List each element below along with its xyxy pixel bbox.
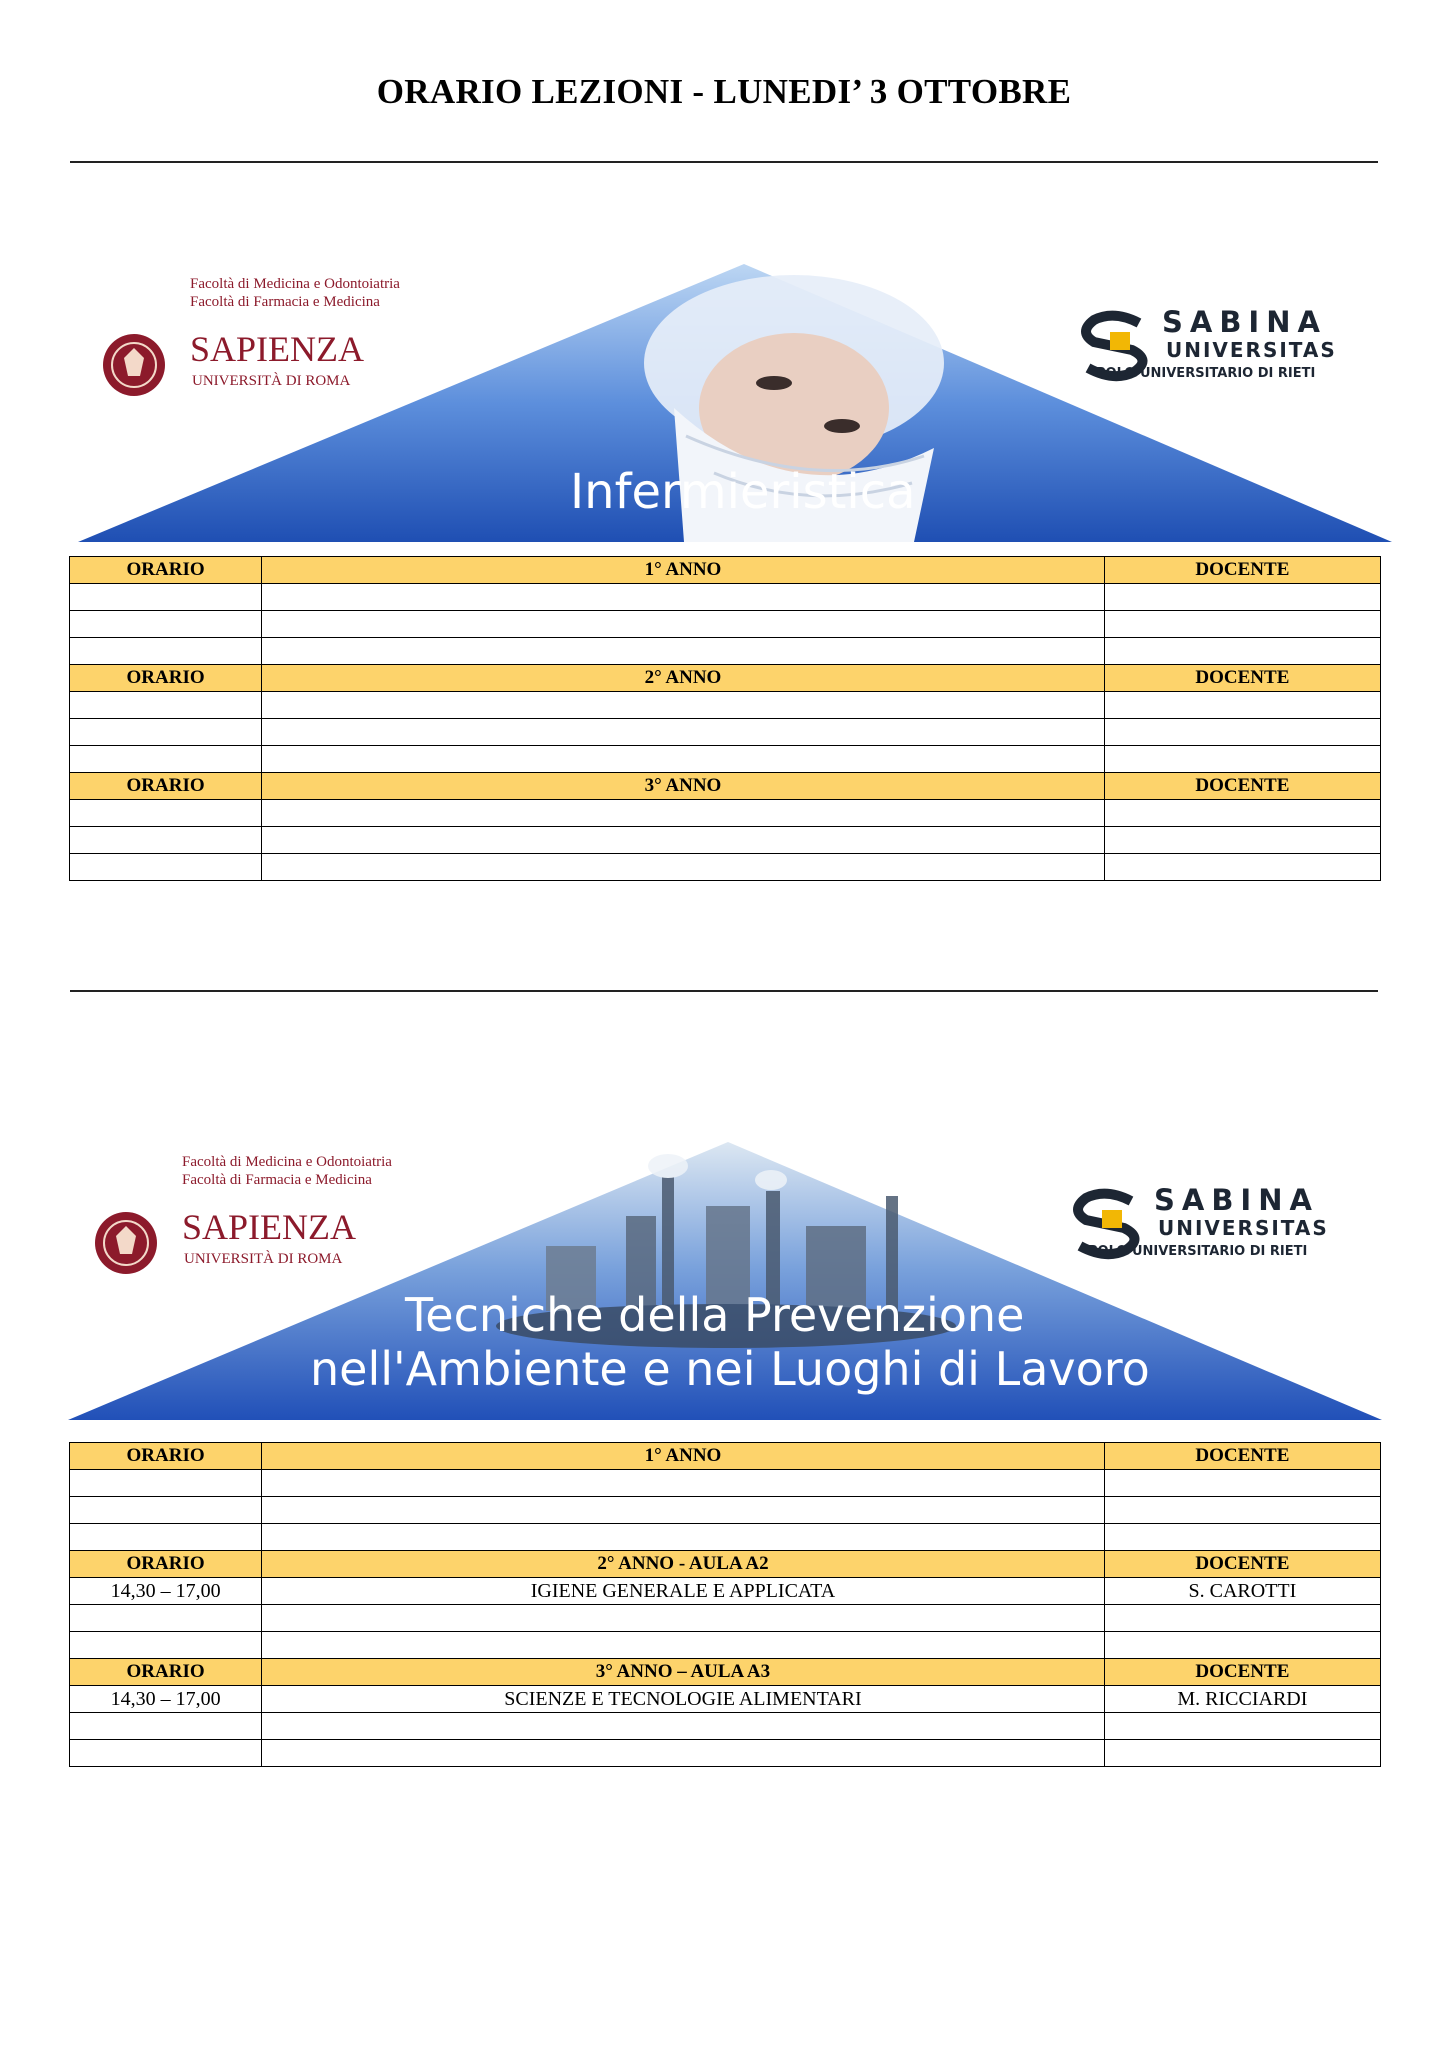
cell-time — [70, 746, 262, 773]
cell-teacher — [1104, 827, 1380, 854]
sabina-line-1: SABINA — [1162, 305, 1327, 339]
cell-time — [70, 1470, 262, 1497]
cell-subject — [262, 584, 1105, 611]
table-row — [70, 584, 1381, 611]
cell-time — [70, 1497, 262, 1524]
cell-subject — [262, 1605, 1105, 1632]
cell-time: 14,30 – 17,00 — [70, 1578, 262, 1605]
table-header-row — [70, 1443, 1381, 1470]
banner-tecniche-prevenzione — [66, 1136, 1386, 1420]
cell-teacher — [1104, 854, 1380, 881]
header-teacher: DOCENTE — [1104, 1443, 1380, 1470]
table-header-row — [70, 1551, 1381, 1578]
header-time: ORARIO — [70, 557, 262, 584]
cell-teacher — [1104, 1524, 1380, 1551]
sabina-subtitle: POLO UNIVERSITARIO DI RIETI — [1096, 366, 1316, 381]
banner-graphic — [74, 258, 1394, 542]
cell-subject — [262, 854, 1105, 881]
table-row — [70, 1713, 1381, 1740]
header-teacher: DOCENTE — [1104, 665, 1380, 692]
sabina-line-1: SABINA — [1154, 1183, 1319, 1217]
header-year: 3° ANNO – AULA A3 — [262, 1659, 1105, 1686]
table-row — [70, 1632, 1381, 1659]
table-row — [70, 1740, 1381, 1767]
table-row — [70, 1686, 1381, 1713]
cell-time — [70, 584, 262, 611]
cell-time — [70, 854, 262, 881]
cell-subject — [262, 1470, 1105, 1497]
cell-teacher — [1104, 584, 1380, 611]
table-header-row — [70, 773, 1381, 800]
header-year: 1° ANNO — [262, 1443, 1105, 1470]
table-row — [70, 1497, 1381, 1524]
table-row — [70, 638, 1381, 665]
cell-subject — [262, 1524, 1105, 1551]
table-row — [70, 1524, 1381, 1551]
schedule-table-infermieristica — [69, 556, 1381, 881]
cell-teacher — [1104, 692, 1380, 719]
table-row — [70, 1470, 1381, 1497]
cell-time — [70, 827, 262, 854]
top-divider — [70, 161, 1378, 163]
table-row — [70, 1605, 1381, 1632]
cell-teacher — [1104, 800, 1380, 827]
cell-teacher — [1104, 1740, 1380, 1767]
cell-time: 14,30 – 17,00 — [70, 1686, 262, 1713]
header-year: 1° ANNO — [262, 557, 1105, 584]
table-row — [70, 800, 1381, 827]
header-teacher: DOCENTE — [1104, 1659, 1380, 1686]
header-time: ORARIO — [70, 665, 262, 692]
cell-time — [70, 719, 262, 746]
sabina-line-2: UNIVERSITAS — [1166, 338, 1337, 362]
cell-subject — [262, 692, 1105, 719]
middle-divider — [70, 990, 1378, 992]
sabina-subtitle: POLO UNIVERSITARIO DI RIETI — [1088, 1244, 1308, 1259]
header-year: 2° ANNO — [262, 665, 1105, 692]
header-time: ORARIO — [70, 1443, 262, 1470]
cell-teacher: S. CAROTTI — [1104, 1578, 1380, 1605]
schedule-table-tecniche-prevenzione — [69, 1442, 1381, 1767]
cell-teacher — [1104, 1713, 1380, 1740]
cell-teacher — [1104, 719, 1380, 746]
faculty-line-1: Facoltà di Medicina e Odontoiatria — [190, 276, 400, 292]
cell-time — [70, 1632, 262, 1659]
header-teacher: DOCENTE — [1104, 557, 1380, 584]
cell-teacher: M. RICCIARDI — [1104, 1686, 1380, 1713]
banner-infermieristica — [74, 258, 1394, 542]
cell-subject — [262, 1740, 1105, 1767]
sapienza-logo — [103, 276, 400, 396]
table-header-row — [70, 557, 1381, 584]
sapienza-subtitle: UNIVERSITÀ DI ROMA — [192, 373, 351, 389]
banner-graphic — [66, 1136, 1386, 1420]
cell-teacher — [1104, 1497, 1380, 1524]
sabina-logo — [1086, 305, 1337, 381]
sapienza-subtitle: UNIVERSITÀ DI ROMA — [184, 1251, 343, 1267]
cell-subject — [262, 638, 1105, 665]
cell-subject — [262, 800, 1105, 827]
header-time: ORARIO — [70, 773, 262, 800]
sapienza-name: SAPIENZA — [182, 1207, 357, 1247]
book-icon — [1110, 332, 1130, 350]
header-teacher: DOCENTE — [1104, 1551, 1380, 1578]
cell-time — [70, 1713, 262, 1740]
cell-time — [70, 1524, 262, 1551]
header-year: 3° ANNO — [262, 773, 1105, 800]
cell-subject — [262, 1497, 1105, 1524]
cell-teacher — [1104, 638, 1380, 665]
table-row — [70, 692, 1381, 719]
table-row — [70, 746, 1381, 773]
cell-time — [70, 800, 262, 827]
cell-subject: SCIENZE E TECNOLOGIE ALIMENTARI — [262, 1686, 1105, 1713]
cell-time — [70, 692, 262, 719]
table-header-row — [70, 665, 1381, 692]
header-time: ORARIO — [70, 1659, 262, 1686]
cell-subject — [262, 827, 1105, 854]
cell-time — [70, 638, 262, 665]
banner-title-line-1: Tecniche della Prevenzione — [405, 1288, 1025, 1342]
faculty-line-1: Facoltà di Medicina e Odontoiatria — [182, 1154, 392, 1170]
table-row — [70, 719, 1381, 746]
banner-title-line-2: nell'Ambiente e nei Luoghi di Lavoro — [310, 1342, 1150, 1396]
sabina-logo — [1078, 1183, 1329, 1259]
book-icon — [1102, 1210, 1122, 1228]
table-row — [70, 827, 1381, 854]
header-teacher: DOCENTE — [1104, 773, 1380, 800]
cell-subject — [262, 719, 1105, 746]
faculty-line-2: Facoltà di Farmacia e Medicina — [190, 294, 380, 310]
cell-subject — [262, 746, 1105, 773]
banner-title: Infermieristica — [570, 464, 916, 520]
page-title: ORARIO LEZIONI - LUNEDI’ 3 OTTOBRE — [376, 72, 1072, 111]
cell-subject — [262, 611, 1105, 638]
cell-teacher — [1104, 611, 1380, 638]
header-year: 2° ANNO - AULA A2 — [262, 1551, 1105, 1578]
table-row — [70, 854, 1381, 881]
faculty-line-2: Facoltà di Farmacia e Medicina — [182, 1172, 372, 1188]
cell-teacher — [1104, 1605, 1380, 1632]
header-time: ORARIO — [70, 1551, 262, 1578]
cell-time — [70, 1605, 262, 1632]
cell-teacher — [1104, 1470, 1380, 1497]
cell-time — [70, 1740, 262, 1767]
table-row — [70, 611, 1381, 638]
cell-teacher — [1104, 1632, 1380, 1659]
table-header-row — [70, 1659, 1381, 1686]
cell-teacher — [1104, 746, 1380, 773]
cell-time — [70, 611, 262, 638]
table-row — [70, 1578, 1381, 1605]
sapienza-logo — [95, 1154, 392, 1274]
sabina-line-2: UNIVERSITAS — [1158, 1216, 1329, 1240]
sapienza-name: SAPIENZA — [190, 329, 365, 369]
cell-subject — [262, 1632, 1105, 1659]
cell-subject — [262, 1713, 1105, 1740]
cell-subject: IGIENE GENERALE E APPLICATA — [262, 1578, 1105, 1605]
